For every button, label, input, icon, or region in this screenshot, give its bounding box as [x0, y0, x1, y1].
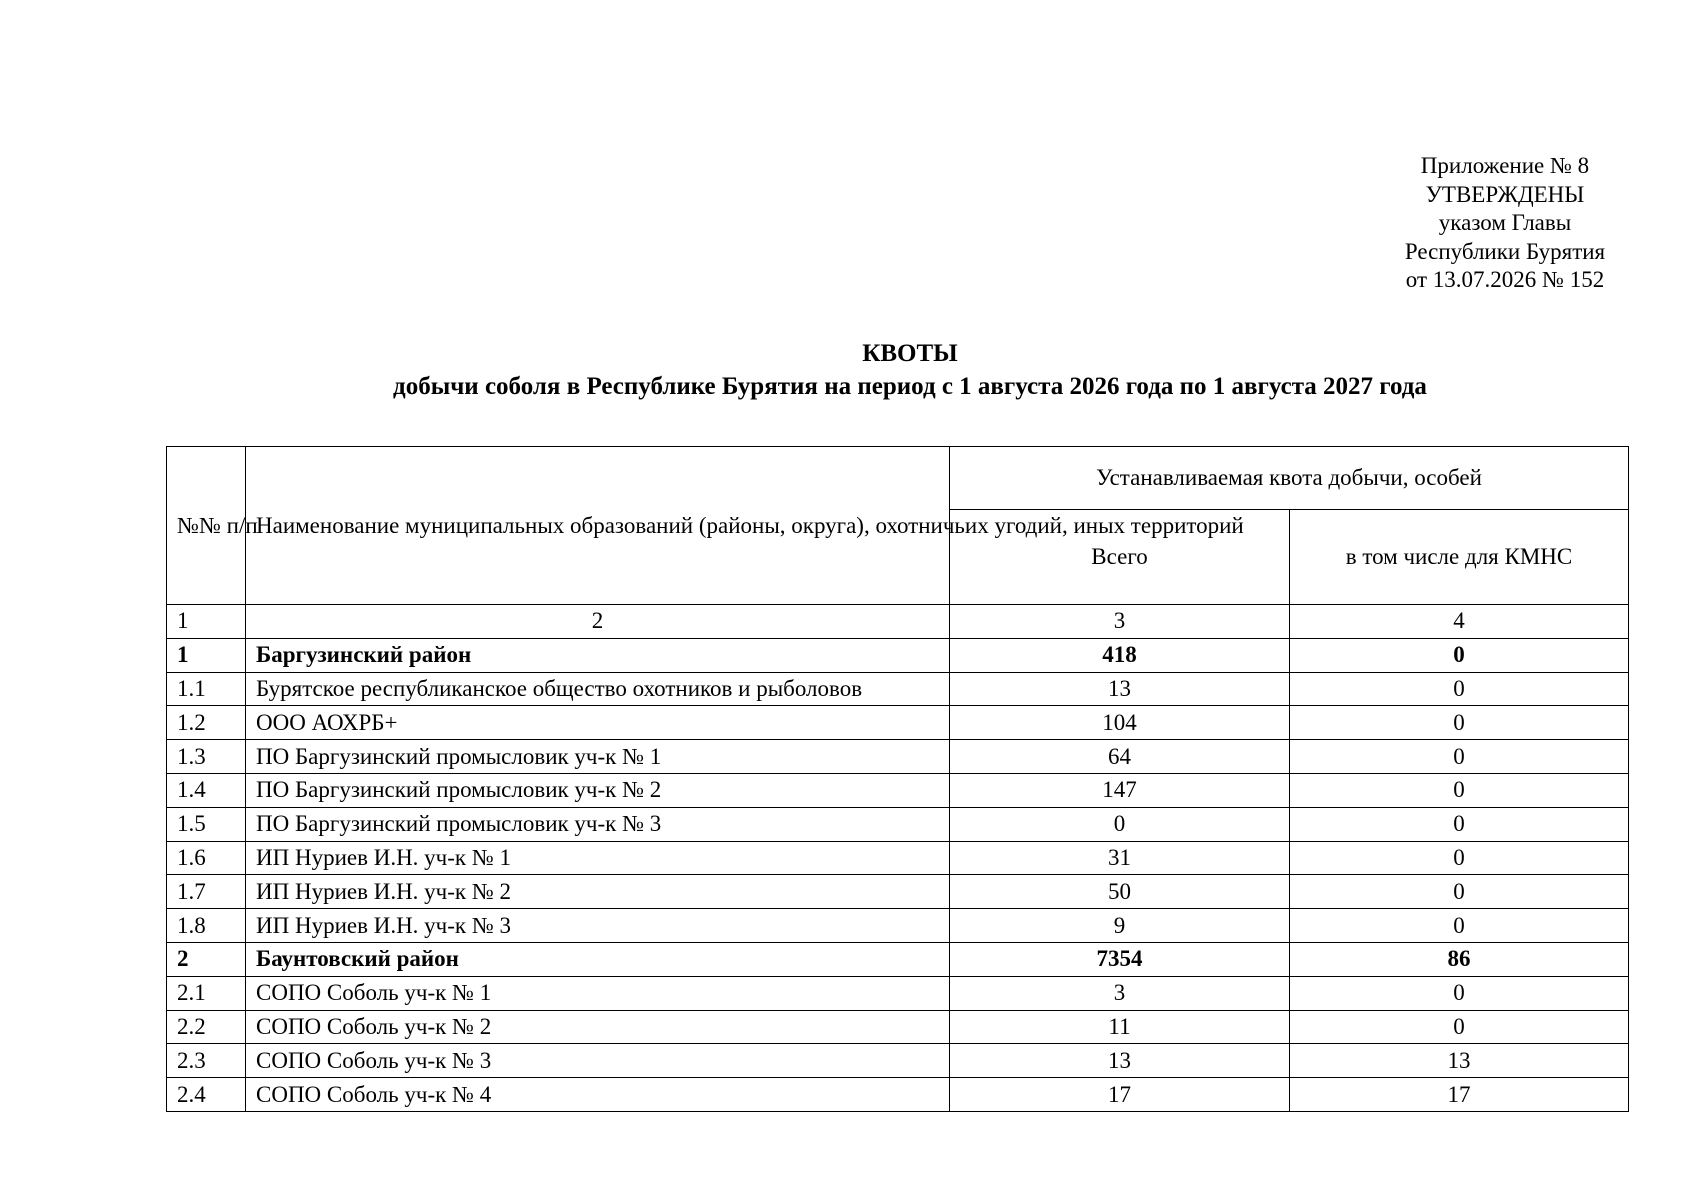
table-row: [167, 976, 1629, 1010]
row-kmns-cell: 0: [1290, 807, 1629, 841]
row-total-cell: 17: [950, 1078, 1290, 1112]
row-total-cell: 31: [950, 841, 1290, 875]
row-number-cell: 2.4: [167, 1078, 246, 1112]
row-number-cell: 1.2: [167, 706, 246, 740]
table-row: [167, 706, 1629, 740]
row-name-cell: ИП Нуриев И.Н. уч-к № 3: [246, 909, 950, 943]
index-cell: 3: [950, 605, 1290, 639]
header-number: №№ п/п: [167, 447, 246, 605]
table-row: [167, 672, 1629, 706]
row-kmns-cell: 0: [1290, 773, 1629, 807]
header-total: Всего: [950, 510, 1290, 605]
approved-label: УТВЕРЖДЕНЫ: [1425, 181, 1585, 207]
row-number-cell: 1.7: [167, 875, 246, 909]
approval-block: [1340, 152, 1670, 295]
appendix-label: Приложение № 8: [1420, 153, 1590, 178]
document-title: КВОТЫ: [862, 340, 958, 367]
row-number-cell: 1.4: [167, 773, 246, 807]
header-quota: Устанавливаемая квота добычи, особей: [950, 447, 1629, 510]
table-row: [167, 773, 1629, 807]
row-name-cell: ИП Нуриев И.Н. уч-к № 2: [246, 875, 950, 909]
row-name-cell: ИП Нуриев И.Н. уч-к № 1: [246, 841, 950, 875]
district-row: [167, 638, 1629, 672]
header-kmns: в том числе для КМНС: [1290, 510, 1629, 605]
row-name-cell: Бурятское республиканское общество охотников и рыболовов: [246, 672, 950, 706]
row-total-cell: 7354: [950, 942, 1290, 976]
table-row: [167, 1010, 1629, 1044]
row-kmns-cell: 86: [1290, 942, 1629, 976]
row-name-cell: СОПО Соболь уч-к № 3: [246, 1044, 950, 1078]
index-cell: 1: [167, 605, 246, 639]
row-number-cell: 1.6: [167, 841, 246, 875]
row-kmns-cell: 13: [1290, 1044, 1629, 1078]
quota-table: [166, 446, 1629, 1112]
row-name-cell: СОПО Соболь уч-к № 2: [246, 1010, 950, 1044]
row-kmns-cell: 0: [1290, 1010, 1629, 1044]
row-total-cell: 11: [950, 1010, 1290, 1044]
row-number-cell: 2: [167, 942, 246, 976]
row-kmns-cell: 0: [1290, 875, 1629, 909]
index-cell: 4: [1290, 605, 1629, 639]
republic-label: Республики Бурятия: [1404, 238, 1606, 264]
row-total-cell: 147: [950, 773, 1290, 807]
row-kmns-cell: 17: [1290, 1078, 1629, 1112]
row-number-cell: 2.2: [167, 1010, 246, 1044]
index-cell: 2: [246, 605, 950, 639]
row-kmns-cell: 0: [1290, 841, 1629, 875]
table-row: [167, 1078, 1629, 1112]
row-name-cell: СОПО Соболь уч-к № 4: [246, 1078, 950, 1112]
row-total-cell: 13: [950, 1044, 1290, 1078]
row-total-cell: 50: [950, 875, 1290, 909]
row-number-cell: 2.1: [167, 976, 246, 1010]
district-row: [167, 942, 1629, 976]
table-row: [167, 875, 1629, 909]
row-kmns-cell: 0: [1290, 638, 1629, 672]
row-number-cell: 1.1: [167, 672, 246, 706]
row-number-cell: 1.5: [167, 807, 246, 841]
row-name-cell: ПО Баргузинский промысловик уч-к № 2: [246, 773, 950, 807]
row-total-cell: 3: [950, 976, 1290, 1010]
row-number-cell: 1.8: [167, 909, 246, 943]
row-name-cell: Баргузинский район: [246, 638, 950, 672]
row-total-cell: 0: [950, 807, 1290, 841]
table-row: [167, 1044, 1629, 1078]
row-total-cell: 13: [950, 672, 1290, 706]
document-title-block: [180, 338, 1640, 404]
row-name-cell: СОПО Соболь уч-к № 1: [246, 976, 950, 1010]
column-index-row: [167, 605, 1629, 639]
row-kmns-cell: 0: [1290, 740, 1629, 774]
decree-label: указом Главы: [1438, 210, 1572, 235]
table-row: [167, 909, 1629, 943]
table-row: [167, 841, 1629, 875]
row-kmns-cell: 0: [1290, 976, 1629, 1010]
row-number-cell: 2.3: [167, 1044, 246, 1078]
row-kmns-cell: 0: [1290, 706, 1629, 740]
header-name: Наименование муниципальных образований (районы, округа), охотничьих угодий, иных территорий: [246, 447, 950, 605]
row-name-cell: ПО Баргузинский промысловик уч-к № 1: [246, 740, 950, 774]
document-subtitle: добычи соболя в Республике Бурятия на период с 1 августа 2026 года по 1 августа 2027 года: [393, 373, 1427, 400]
row-name-cell: Баунтовский район: [246, 942, 950, 976]
row-kmns-cell: 0: [1290, 909, 1629, 943]
row-total-cell: 64: [950, 740, 1290, 774]
row-number-cell: 1.3: [167, 740, 246, 774]
table-row: [167, 807, 1629, 841]
row-kmns-cell: 0: [1290, 672, 1629, 706]
row-name-cell: ПО Баргузинский промысловик уч-к № 3: [246, 807, 950, 841]
row-total-cell: 9: [950, 909, 1290, 943]
row-number-cell: 1: [167, 638, 246, 672]
row-name-cell: ООО АОХРБ+: [246, 706, 950, 740]
row-total-cell: 418: [950, 638, 1290, 672]
row-total-cell: 104: [950, 706, 1290, 740]
date-number-label: от 13.07.2026 № 152: [1405, 267, 1605, 292]
table-row: [167, 740, 1629, 774]
